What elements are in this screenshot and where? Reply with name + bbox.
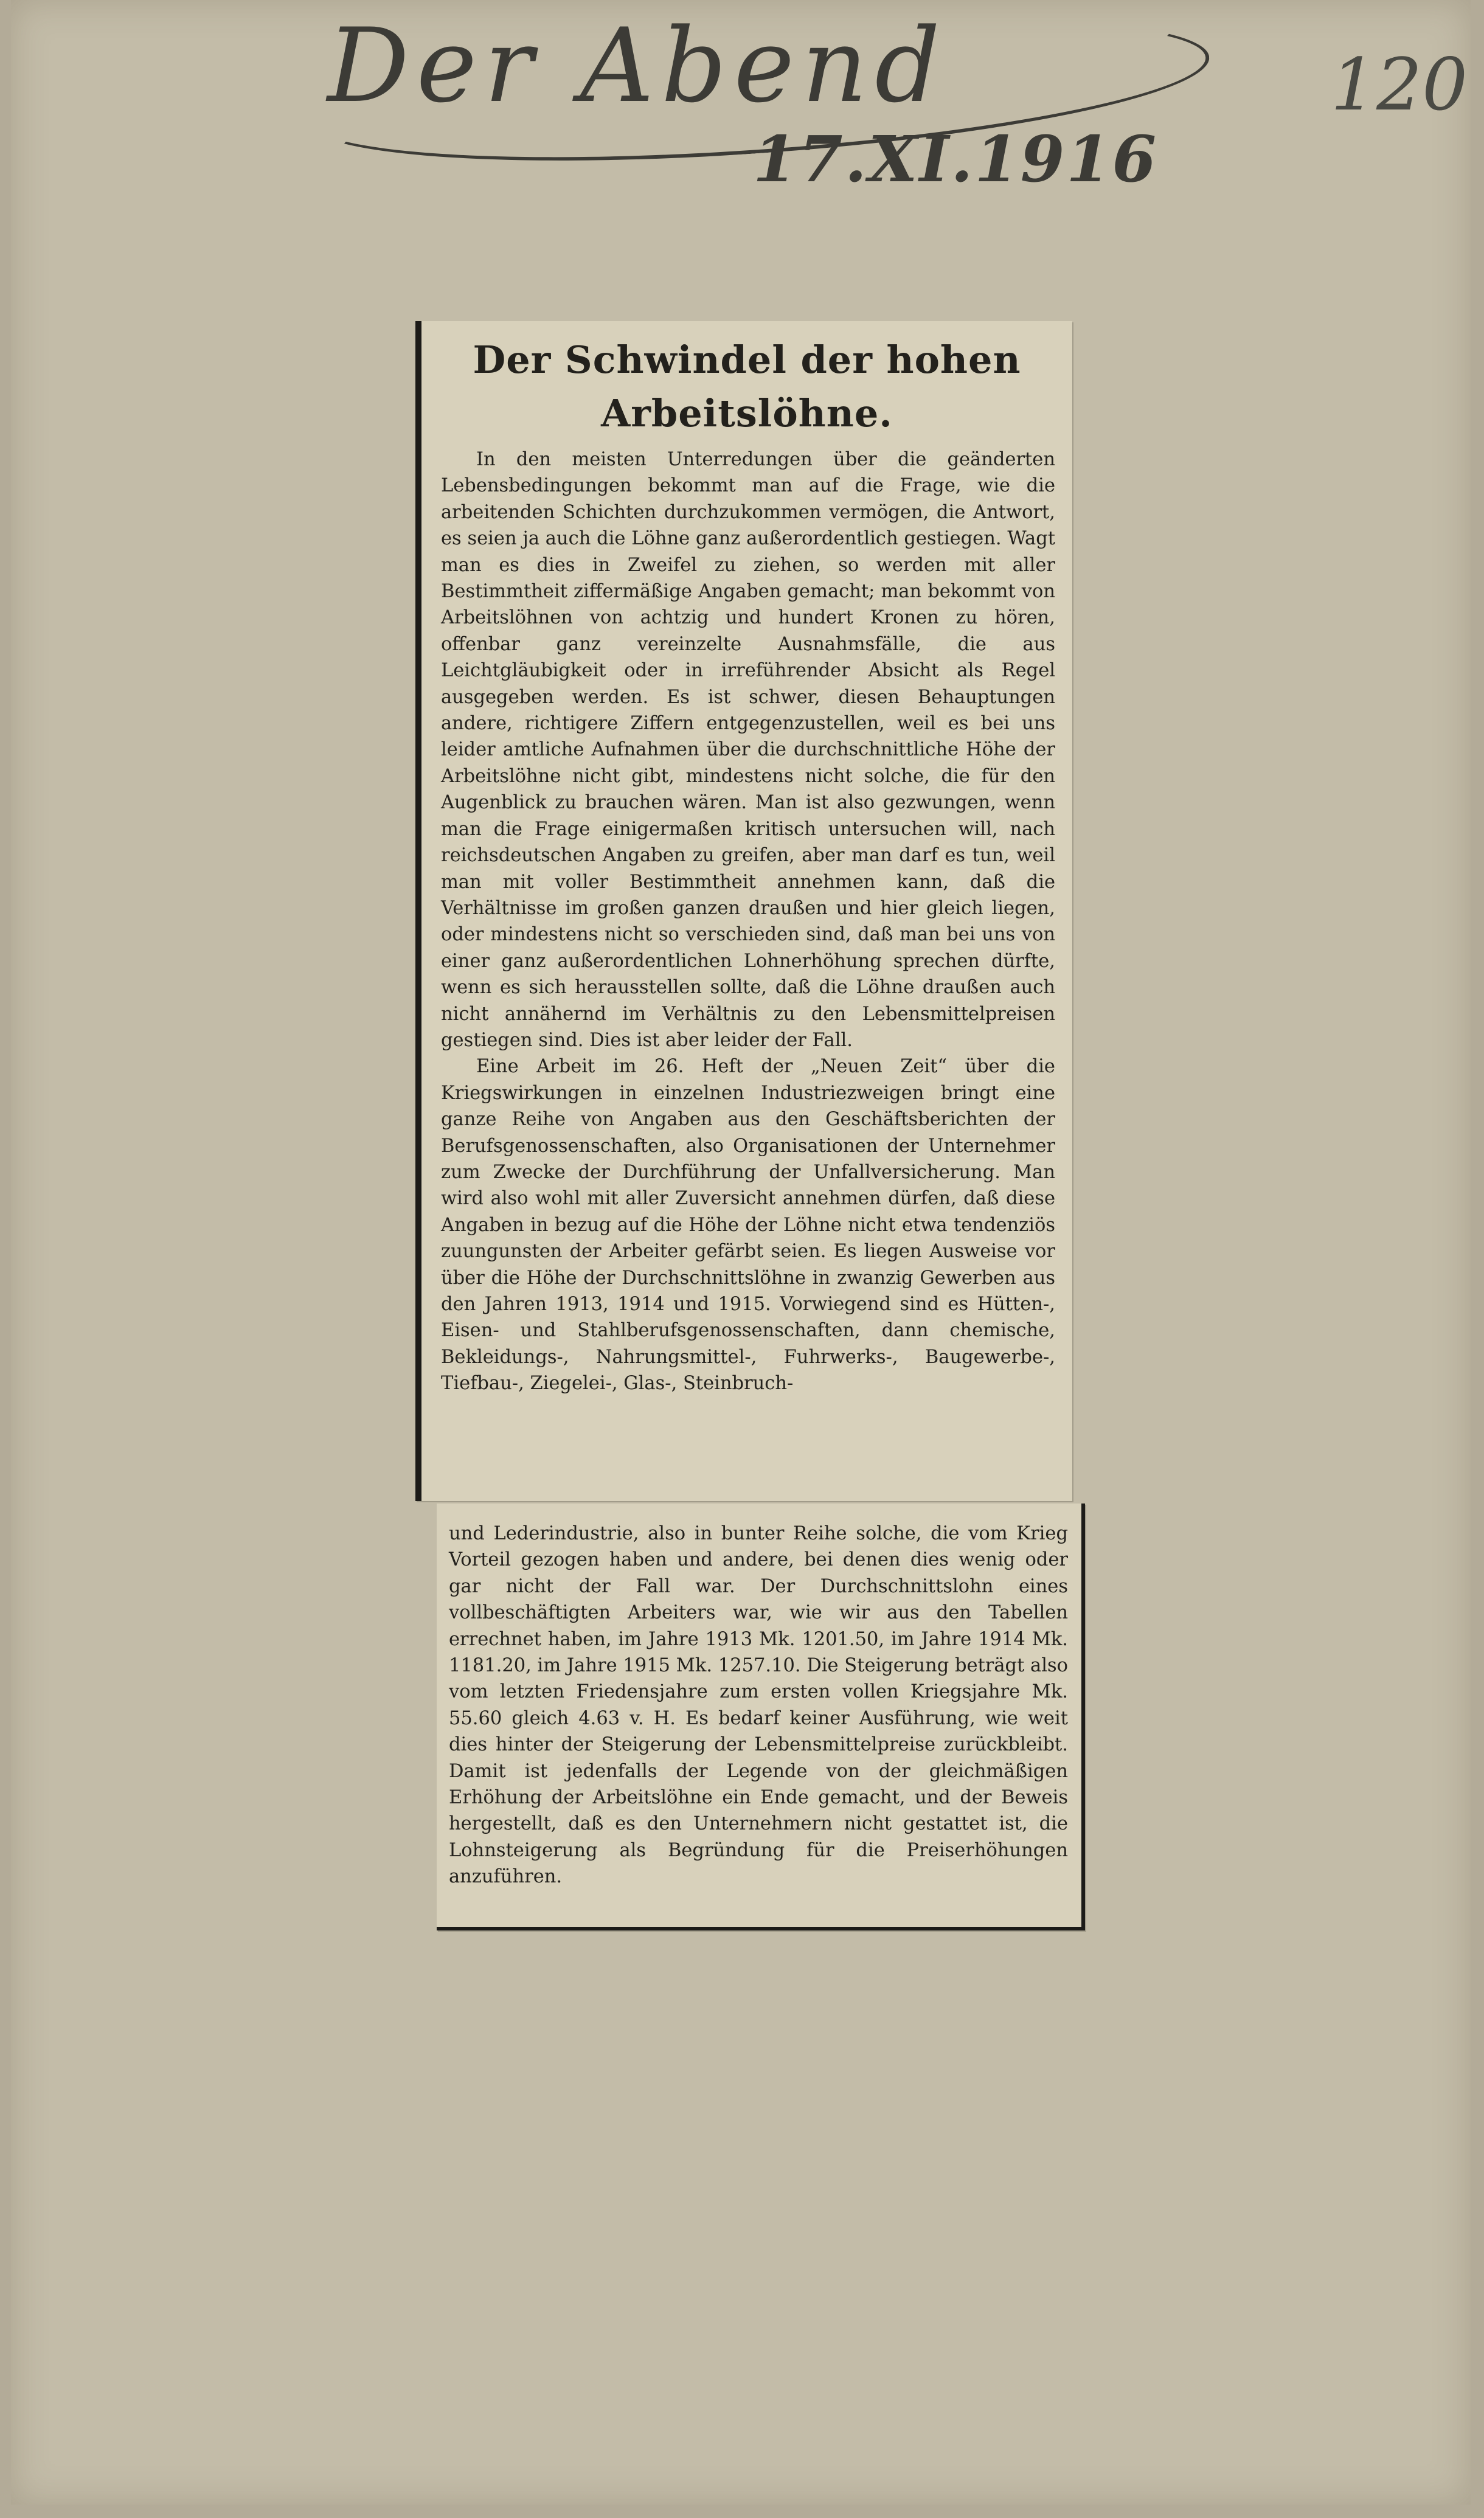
handwritten-source: Der Abend [327,6,948,125]
article-continuation-body [437,1504,1081,1890]
article-continuation: und Lederindustrie, also in bunter Reihe solche, die vom Krieg Vorteil gezogen haben und andere, bei denen dies wenig oder gar nicht der Fall war. Der Durchschnittslohn eines vollbeschäftigten Arbeiters war, wie wir aus den Tabellen errechnet haben, im Jahre 1913 Mk. 1201.50, im Jahre 1914 Mk. 1181.20, im Jahre 1915 Mk. 1257.10. Die Steigerung beträgt also vom letzten Friedensjahre zum ersten vollen Kriegsjahre Mk. 55.60 gleich 4.63 v. H. Es bedarf keiner Ausführung, wie weit dies hinter der Steigerung der Lebensmittelpreise zurückbleibt. Damit ist jedenfalls der Legende von der gleichmäßigen Erhöhung der Arbeitslöhne ein Ende gemacht, und der Beweis hergestellt, daß es den Unternehmern nicht gestattet ist, die Lohnsteigerung als Begründung für die Preiserhöhungen anzuführen. [449,1523,1068,1888]
newspaper-clipping-main [415,321,1072,1501]
article-headline: Der Schwindel der hohen Arbeitslöhne. [473,338,1021,435]
handwritten-date: 17.XI.1916 [753,122,1158,196]
article-body [421,446,1072,1397]
article-paragraph-2: Eine Arbeit im 26. Heft der „Neuen Zeit“ über die Kriegswirkungen in einzelnen Industriezweigen bringt eine ganze Reihe von Angaben aus den Geschäftsberichten der Berufsgenossenschaften, also Organisationen der Unternehmer zum Zwecke der Durchführung der Unfallversicherung. Man wird also wohl mit aller Zuversicht annehmen dürfen, daß diese Angaben in bezug auf die Höhe der Löhne nicht etwa tendenziös zuungunsten der Arbeiter gefärbt seien. Es liegen Ausweise vor über die Höhe der Durchschnittslöhne in zwanzig Gewerben aus den Jahren 1913, 1914 und 1915. Vorwiegend sind es Hütten-, Eisen- und Stahlberufsgenossenschaften, dann chemische, Bekleidungs-, Nahrungsmittel-, Fuhrwerks-, Baugewerbe-, Tiefbau-, Ziegelei-, Glas-, Steinbruch- [441,1056,1055,1395]
newspaper-clipping-continuation [437,1504,1085,1930]
handwritten-page-number: 120 [1331,43,1468,127]
article-paragraph-1: In den meisten Unterredungen über die geänderten Lebensbedingungen bekommt man auf die Frage, wie die arbeitenden Schichten durchzukommen vermögen, die Antwort, es seien ja auch die Löhne ganz außerordentlich gestiegen. Wagt man es dies in Zweifel zu ziehen, so werden mit aller Bestimmtheit ziffermäßige Angaben gemacht; man bekommt von Arbeitslöhnen von achtzig und hundert Kronen zu hören, offenbar ganz vereinzelte Ausnahmsfälle, die aus Leichtgläubigkeit oder in irreführender Absicht als Regel ausgegeben werden. Es ist schwer, diesen Behauptungen andere, richtigere Ziffern entgegenzustellen, weil es bei uns leider amtliche Aufnahmen über die durchschnittliche Höhe der Arbeitslöhne nicht gibt, mindestens nicht solche, die für den Augenblick zu brauchen wären. Man ist also gezwungen, wenn man die Frage einigermaßen kritisch untersuchen will, nach reichsdeutschen Angaben zu greifen, aber man darf es tun, weil man mit voller Bestimmtheit annehmen kann, daß die Verhältnisse im großen ganzen draußen und hier gleich liegen, oder mindestens nicht so verschieden sind, daß man bei uns von einer ganz außerordentlichen Lohnerhöhung sprechen dürfte, wenn es sich herausstellen sollte, daß die Löhne draußen auch nicht annähernd im Verhältnis zu den Lebensmittelpreisen gestiegen sind. Dies ist aber leider der Fall. [441,449,1055,1051]
